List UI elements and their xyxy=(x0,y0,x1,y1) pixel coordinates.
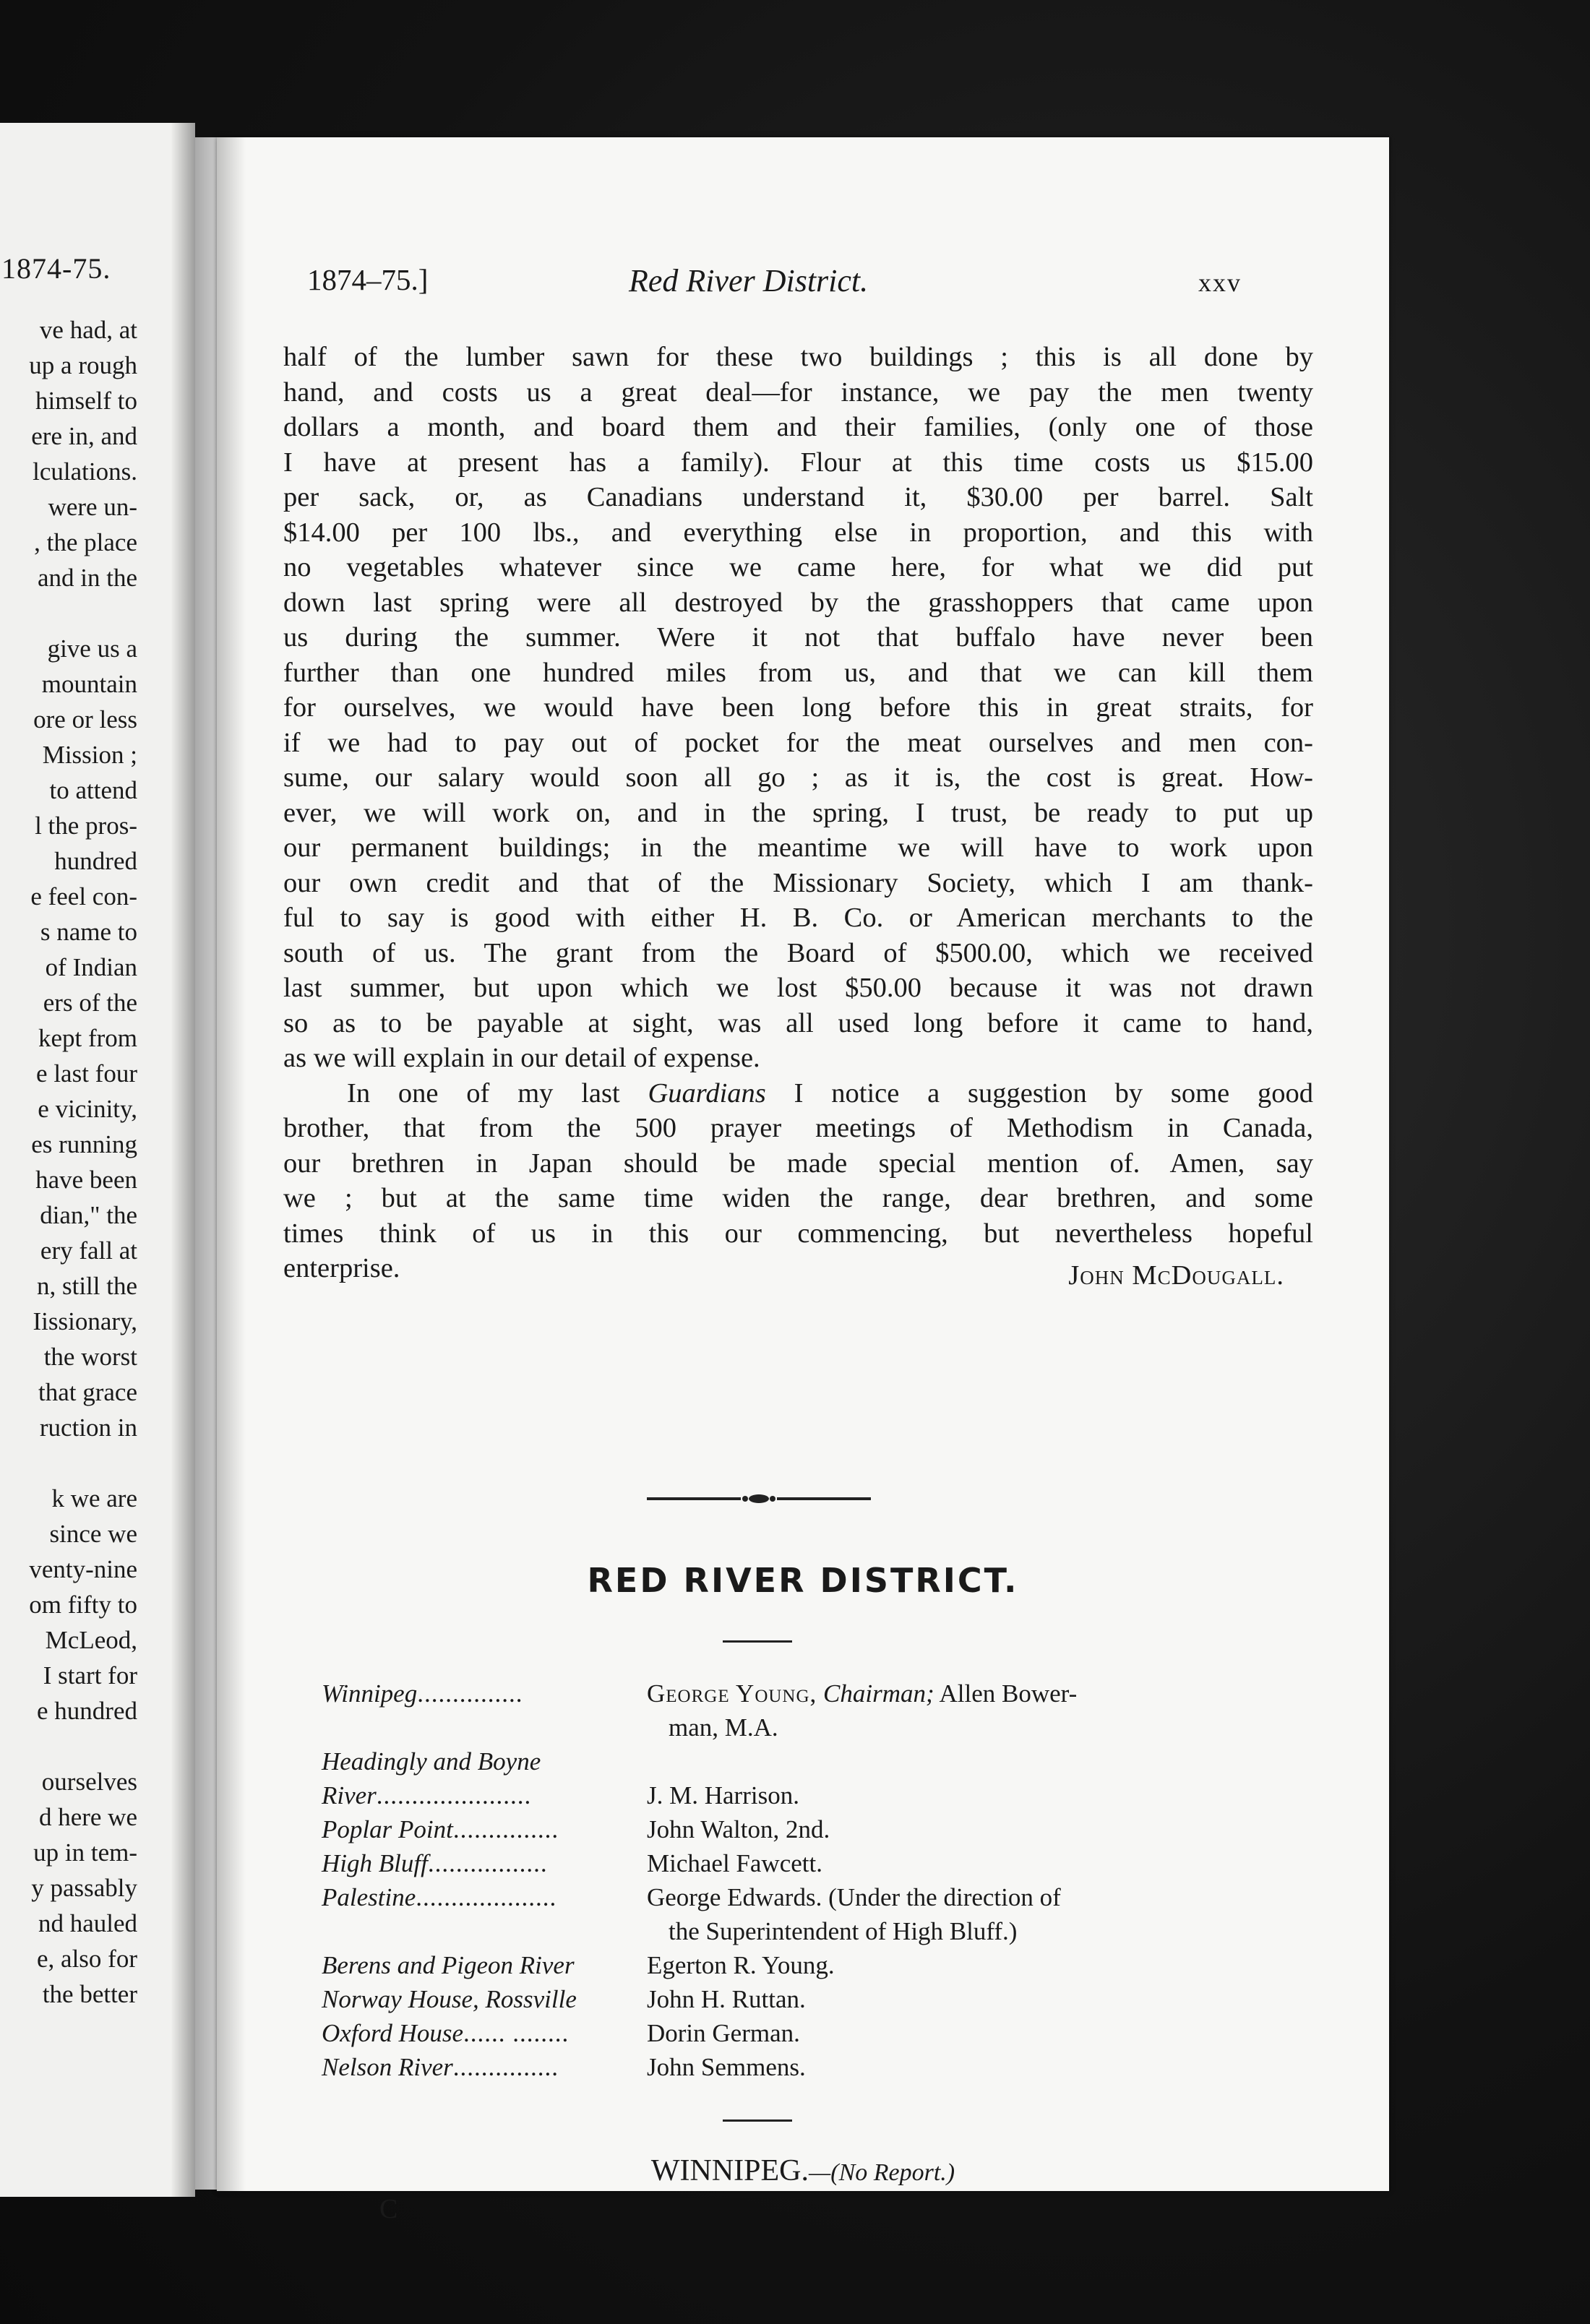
facing-page-line: s name to xyxy=(40,918,137,946)
no-report-note: —(No Report.) xyxy=(809,2159,955,2186)
facing-page-line: k we are xyxy=(51,1484,137,1512)
body-line: our brethren in Japan should be made special mention of. Amen, say xyxy=(283,1148,1313,1179)
station-place xyxy=(322,1948,625,1982)
facing-page-line: hundred xyxy=(54,847,137,875)
letter-paragraph-2-first-line xyxy=(283,1076,1313,1111)
body-line: we ; but at the same time widen the range, dear brethren, and some xyxy=(283,1183,1313,1213)
station-row xyxy=(322,1778,1218,1812)
leader-dots: ...................... xyxy=(376,1781,532,1809)
facing-page-line: ourselves xyxy=(41,1768,137,1796)
facing-page-shadow xyxy=(171,123,195,2197)
facing-page-line xyxy=(0,1729,137,1764)
station-place-name: Headingly and Boyne xyxy=(322,1747,541,1776)
station-row xyxy=(322,1948,1218,1982)
closing-word: enterprise. xyxy=(283,1253,400,1283)
body-line: $14.00 per 100 lbs., and everything else in proportion, and this with xyxy=(283,517,1313,548)
facing-page-line: y passably xyxy=(31,1874,137,1902)
station-place-name: Norway House, Rossville xyxy=(322,1985,577,2013)
facing-page-line: ers of the xyxy=(43,989,137,1017)
facing-page-line: to attend xyxy=(49,776,137,804)
body-line: no vegetables whatever since we came here, for what we did put xyxy=(283,552,1313,582)
station-place-name: River xyxy=(322,1781,377,1809)
body-line: as we will explain in our detail of expense. xyxy=(283,1043,760,1073)
body-line: brother, that from the 500 prayer meetings of Methodism in Canada, xyxy=(283,1113,1313,1143)
facing-page-line: ere in, and xyxy=(31,422,137,450)
facing-page-line: himself to xyxy=(35,387,137,415)
body-line: per sack, or, as Canadians understand it, $30.00 per barrel. Salt xyxy=(283,482,1313,512)
closing-row xyxy=(283,1251,1313,1291)
title-rule xyxy=(723,1640,792,1643)
p2-rest: I notice a suggestion by some good xyxy=(765,1077,1313,1109)
station-place xyxy=(322,1880,625,1948)
station-minister xyxy=(625,1778,1218,1812)
body-line: times think of us in this our commencing, but nevertheless hopeful xyxy=(283,1218,1313,1249)
body-line: further than one hundred miles from us, and that we can kill them xyxy=(283,657,1313,688)
body-line: our permanent buildings; in the meantime we will have to work upon xyxy=(283,832,1313,863)
station-row xyxy=(322,2050,1218,2084)
facing-page-line: , the place xyxy=(34,528,137,556)
facing-page-line: were un- xyxy=(48,493,137,521)
facing-page-line xyxy=(0,1445,137,1481)
leader-dots: ............... xyxy=(452,2053,559,2081)
station-place xyxy=(322,1778,625,1812)
body-line: dollars a month, and board them and their families, (only one of those xyxy=(283,412,1313,442)
minister-name: John Semmens. xyxy=(647,2053,806,2081)
station-minister xyxy=(625,1982,1218,2016)
facing-page-line: kept from xyxy=(38,1024,137,1052)
facing-page-line: e vicinity, xyxy=(38,1095,137,1123)
facing-page-line: mountain xyxy=(41,670,137,698)
body-line: hand, and costs us a great deal—for instance, we pay the men twenty xyxy=(283,376,1313,408)
stations-table xyxy=(322,1677,1218,2084)
station-row xyxy=(322,1982,1218,2016)
minister-name: George Edwards. (Under the direction of xyxy=(647,1883,1061,1911)
body-line: if we had to pay out of pocket for the meat ourselves and men con- xyxy=(283,727,1313,758)
minister-continuation: man, M.A. xyxy=(669,1713,778,1742)
minister-name-smallcaps: George Young, xyxy=(647,1679,817,1708)
facing-page-line: ore or less xyxy=(33,705,137,733)
facing-page-line: n, still the xyxy=(36,1272,137,1300)
leader-dots: ...... ........ xyxy=(463,2019,570,2047)
page-number: xxv xyxy=(1198,268,1242,297)
station-row xyxy=(322,1677,1218,1744)
leader-dots: .................... xyxy=(416,1883,557,1911)
facing-page-line: e hundred xyxy=(37,1697,137,1725)
winnipeg-heading: WINNIPEG. xyxy=(650,2154,809,2187)
station-row xyxy=(322,1744,1218,1778)
station-place-name: High Bluff xyxy=(322,1849,428,1877)
station-place xyxy=(322,1982,625,2016)
body-line: us during the summer. Were it not that buffalo have never been xyxy=(283,622,1313,653)
facing-page-line: e feel con- xyxy=(30,882,137,911)
p2-italic-guardians: Guardians xyxy=(648,1077,766,1109)
p2-start: In one of my last xyxy=(347,1077,648,1109)
station-minister xyxy=(625,1744,1218,1778)
letter-body xyxy=(283,340,1313,1291)
station-minister xyxy=(625,1812,1218,1846)
station-minister xyxy=(625,1677,1218,1744)
facing-page-line: e last four xyxy=(36,1059,137,1088)
facing-page-line: the worst xyxy=(43,1343,137,1371)
minister-name: John H. Ruttan. xyxy=(647,1985,806,2013)
signature-mark: C xyxy=(379,2194,398,2224)
station-place xyxy=(322,2016,625,2050)
minister-name: Michael Fawcett. xyxy=(647,1849,822,1877)
minister-role: Chairman; xyxy=(817,1679,934,1708)
station-minister xyxy=(625,2050,1218,2084)
winnipeg-report-heading xyxy=(217,2153,1389,2188)
book-page xyxy=(217,137,1389,2224)
station-place-name: Winnipeg xyxy=(322,1679,418,1708)
facing-page-line: and in the xyxy=(37,564,137,592)
facing-page xyxy=(0,123,195,2197)
page-edge-shadow xyxy=(217,137,246,2191)
facing-page-line: up in tem- xyxy=(33,1838,137,1867)
minister-name: Allen Bower- xyxy=(934,1679,1078,1708)
body-line: half of the lumber sawn for these two buildings ; this is all done by xyxy=(283,342,1313,372)
station-row xyxy=(322,1880,1218,1948)
facing-page-line: nd hauled xyxy=(38,1909,137,1937)
station-row xyxy=(322,1846,1218,1880)
body-line: I have at present has a family). Flour at this time costs us $15.00 xyxy=(283,447,1313,478)
facing-page-line: McLeod, xyxy=(45,1626,137,1654)
facing-page-line: of Indian xyxy=(45,953,137,981)
facing-page-year: 1874-75. xyxy=(1,252,111,285)
body-line: ever, we will work on, and in the spring, I trust, be ready to put up xyxy=(283,797,1313,828)
station-place xyxy=(322,1744,625,1778)
facing-page-line: ery fall at xyxy=(40,1236,137,1265)
station-place xyxy=(322,1812,625,1846)
facing-page-line: venty-nine xyxy=(29,1555,137,1583)
station-row xyxy=(322,2016,1218,2050)
facing-page-line: es running xyxy=(31,1130,137,1158)
station-place xyxy=(322,1677,625,1744)
facing-page-line: Mission ; xyxy=(42,741,137,769)
station-minister xyxy=(625,1846,1218,1880)
body-line: last summer, but upon which we lost $50.00 because it was not drawn xyxy=(283,973,1313,1003)
minister-name: Egerton R. Young. xyxy=(647,1951,835,1979)
facing-page-line: om fifty to xyxy=(29,1591,137,1619)
facing-page-line: d here we xyxy=(38,1803,137,1831)
station-place-name: Poplar Point xyxy=(322,1815,453,1843)
letter-paragraph-2 xyxy=(283,1111,1313,1251)
facing-page-line: ruction in xyxy=(39,1413,137,1442)
leader-dots: ............... xyxy=(417,1679,523,1708)
station-row xyxy=(322,1812,1218,1846)
station-place-name: Oxford House xyxy=(322,2019,464,2047)
station-place-name: Palestine xyxy=(322,1883,416,1911)
section-ornament xyxy=(647,1492,871,1506)
leader-dots: ................. xyxy=(427,1849,548,1877)
station-minister xyxy=(625,2016,1218,2050)
facing-page-line xyxy=(0,595,137,631)
body-line: our own credit and that of the Missionary Society, which I am thank- xyxy=(283,867,1313,898)
letter-paragraph-1 xyxy=(283,340,1313,1076)
station-place xyxy=(322,2050,625,2084)
section-rule xyxy=(723,2119,792,2122)
station-place-name: Nelson River xyxy=(322,2053,453,2081)
minister-name: John Walton, 2nd. xyxy=(647,1815,830,1843)
minister-continuation: the Superintendent of High Bluff.) xyxy=(669,1917,1018,1945)
body-line: so as to be payable at sight, was all used long before it came to hand, xyxy=(283,1007,1313,1038)
facing-page-line: lculations. xyxy=(33,457,137,486)
facing-page-line: that grace xyxy=(38,1378,137,1406)
facing-page-text xyxy=(0,312,137,2012)
running-header-title: Red River District. xyxy=(629,263,869,298)
body-line: south of us. The grant from the Board of $500.00, which we received xyxy=(283,937,1313,968)
station-minister xyxy=(625,1948,1218,1982)
facing-page-line: give us a xyxy=(47,634,137,663)
facing-page-line: ve had, at xyxy=(39,316,137,344)
facing-page-line: l the pros- xyxy=(35,812,137,840)
running-header-year: 1874–75.] xyxy=(307,263,429,296)
facing-page-line: Iissionary, xyxy=(33,1307,137,1335)
body-line: down last spring were all destroyed by the grasshoppers that came upon xyxy=(283,587,1313,618)
facing-page-line: up a rough xyxy=(29,351,137,379)
station-place xyxy=(322,1846,625,1880)
facing-page-line: I start for xyxy=(43,1661,137,1690)
district-title: RED RIVER DISTRICT. xyxy=(587,1561,1019,1600)
leader-dots: ............... xyxy=(452,1815,559,1843)
station-place-name: Berens and Pigeon River xyxy=(322,1951,575,1979)
facing-page-line: the better xyxy=(42,1980,137,2008)
facing-page-line: since we xyxy=(49,1520,137,1548)
body-line: sume, our salary would soon all go ; as it is, the cost is great. How- xyxy=(283,762,1313,793)
station-minister xyxy=(625,1880,1218,1948)
letter-signature: John McDougall. xyxy=(1068,1260,1284,1291)
minister-name: Dorin German. xyxy=(647,2019,800,2047)
minister-name: J. M. Harrison. xyxy=(647,1781,799,1809)
body-line: ful to say is good with either H. B. Co. or American merchants to the xyxy=(283,903,1313,933)
facing-page-line: e, also for xyxy=(37,1945,137,1973)
facing-page-line: have been xyxy=(35,1166,137,1194)
body-line: for ourselves, we would have been long before this in great straits, for xyxy=(283,692,1313,723)
facing-page-line: dian," the xyxy=(40,1201,137,1229)
